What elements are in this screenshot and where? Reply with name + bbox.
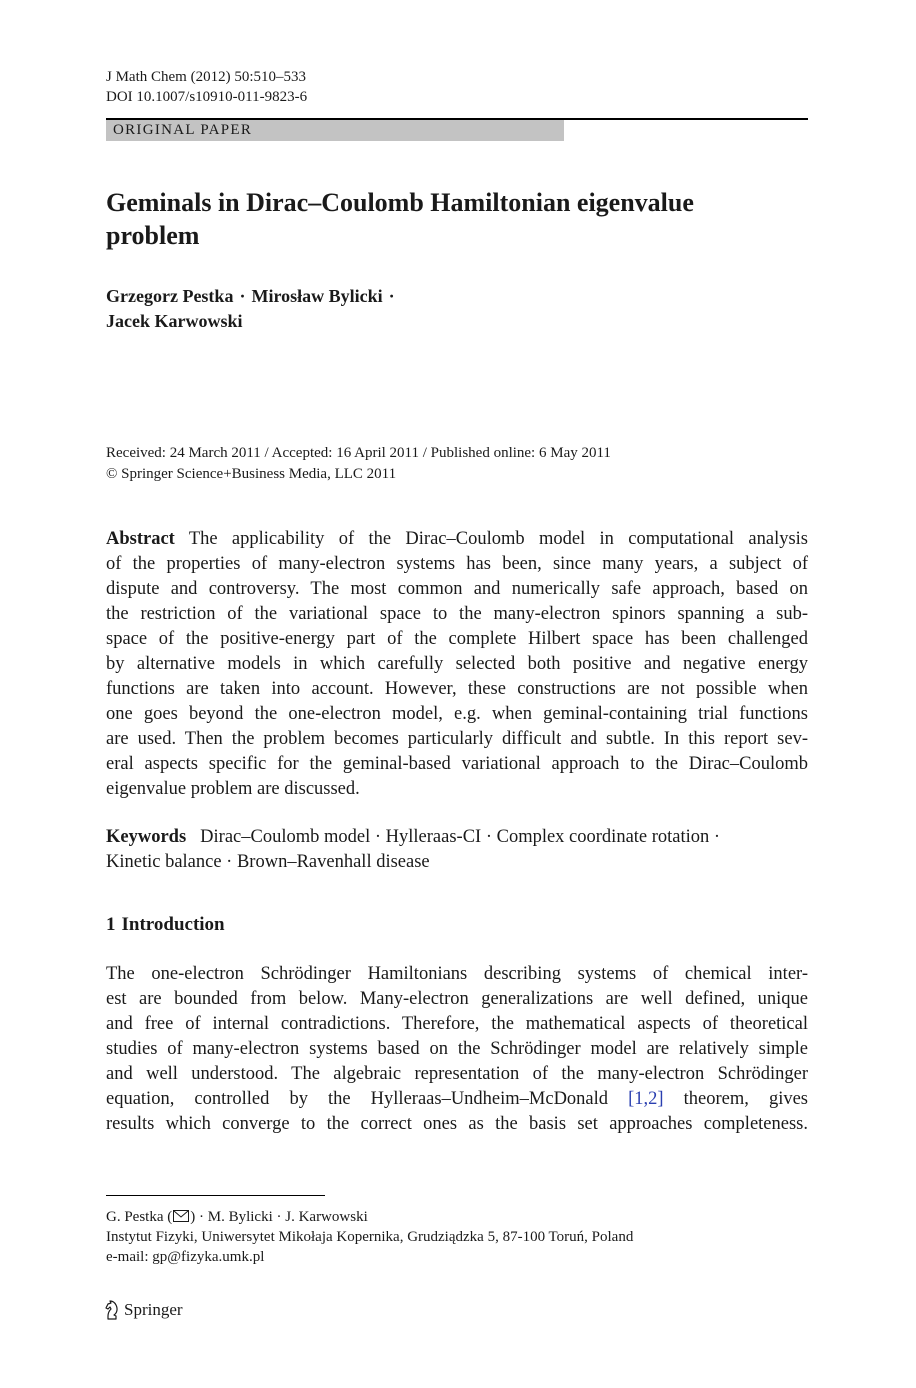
paper-title <box>106 186 808 252</box>
envelope-icon <box>173 1210 189 1222</box>
abstract-line: are used. Then the problem becomes particularly difficult and subtle. In this report sev- <box>106 729 808 749</box>
intro-line: est are bounded from below. Many-electron generalizations are well defined, unique <box>106 989 808 1009</box>
abstract-label: Abstract <box>106 529 175 549</box>
footnote-email: e-mail: gp@fizyka.umk.pl <box>106 1249 265 1265</box>
intro-line: and well understood. The algebraic representation of the many-electron Schrödinger <box>106 1064 808 1084</box>
author-separator: · <box>239 286 246 306</box>
citation-bracket: ] <box>657 1089 664 1109</box>
abstract-line: eral aspects specific for the geminal-based variational approach to the Dirac–Coulomb <box>106 754 808 774</box>
citation-bracket: [ <box>628 1089 635 1109</box>
title-line-1: Geminals in Dirac–Coulomb Hamiltonian eigenvalue <box>106 188 694 217</box>
section-title: Introduction <box>121 914 225 935</box>
title-line-2: problem <box>106 221 200 250</box>
abstract-line: eigenvalue problem are discussed. <box>106 779 360 799</box>
intro-line: studies of many-electron systems based on the Schrödinger model are relatively simple <box>106 1039 808 1059</box>
author-name: Mirosław Bylicki <box>251 286 383 306</box>
abstract-line: the restriction of the variational space to the many-electron spinors spanning a sub- <box>106 604 808 624</box>
section-heading <box>106 912 231 937</box>
journal-citation: J Math Chem (2012) 50:510–533 <box>106 69 306 85</box>
author-separator: · <box>388 286 395 306</box>
springer-knight-icon <box>104 1300 120 1320</box>
citation-link-1[interactable]: 1 <box>634 1089 644 1109</box>
footnote-rule <box>106 1195 325 1196</box>
keywords <box>106 825 808 875</box>
author-list <box>106 284 808 334</box>
intro-line: The one-electron Schrödinger Hamiltonians describing systems of chemical inter- <box>106 964 808 984</box>
abstract-line: of the properties of many-electron systems has been, since many years, a subject of <box>106 554 808 574</box>
citation-link-2[interactable]: 2 <box>648 1089 658 1109</box>
footnote <box>106 1207 808 1267</box>
abstract-line: by alternative models in which carefully selected both positive and negative energy <box>106 654 808 674</box>
intro-line: and free of internal contradictions. Therefore, the mathematical aspects of theoretical <box>106 1014 808 1034</box>
keywords-line: Kinetic balance · Brown–Ravenhall disease <box>106 852 430 872</box>
copyright-line: © Springer Science+Business Media, LLC 2011 <box>106 466 397 482</box>
footnote-authors: G. Pestka ( ) · M. Bylicki · J. Karwowski <box>106 1209 368 1225</box>
abstract-line: Abstract The applicability of the Dirac–Coulomb model in computational analysis <box>106 529 808 549</box>
publisher-name: Springer <box>124 1300 183 1319</box>
journal-header <box>106 67 307 107</box>
author-name: Jacek Karwowski <box>106 311 243 331</box>
abstract-line: dispute and controversy. The most common and numerically safe approach, based on <box>106 579 808 599</box>
intro-paragraph <box>106 962 808 1137</box>
section-badge-label: ORIGINAL PAPER <box>113 122 253 138</box>
publisher-logo <box>104 1298 183 1322</box>
author-name: Grzegorz Pestka <box>106 286 234 306</box>
abstract-line: one goes beyond the one-electron model, e.g. when geminal-containing trial functions <box>106 704 808 724</box>
doi-line: DOI 10.1007/s10910-011-9823-6 <box>106 89 308 105</box>
footnote-affiliation: Instytut Fizyki, Uniwersytet Mikołaja Kopernika, Grudziądzka 5, 87-100 Toruń, Poland <box>106 1229 634 1245</box>
abstract-line: functions are taken into account. However, these constructions are not possible when <box>106 679 808 699</box>
intro-line: results which converge to the correct ones as the basis set approaches completeness. <box>106 1114 808 1134</box>
publication-history <box>106 443 808 485</box>
section-badge <box>106 120 564 141</box>
citation-separator: , <box>643 1089 649 1109</box>
received-dates: Received: 24 March 2011 / Accepted: 16 April 2011 / Published online: 6 May 2011 <box>106 445 611 461</box>
abstract <box>106 527 808 802</box>
keywords-label: Keywords <box>106 827 187 847</box>
section-number: 1 <box>106 914 116 935</box>
keywords-line: Keywords Dirac–Coulomb model · Hylleraas-CI · Complex coordinate rotation · <box>106 827 721 847</box>
abstract-line: space of the positive-energy part of the complete Hilbert space has been challenged <box>106 629 808 649</box>
intro-line: equation, controlled by the Hylleraas–Undheim–McDonald [1,2] theorem, gives <box>106 1089 808 1109</box>
